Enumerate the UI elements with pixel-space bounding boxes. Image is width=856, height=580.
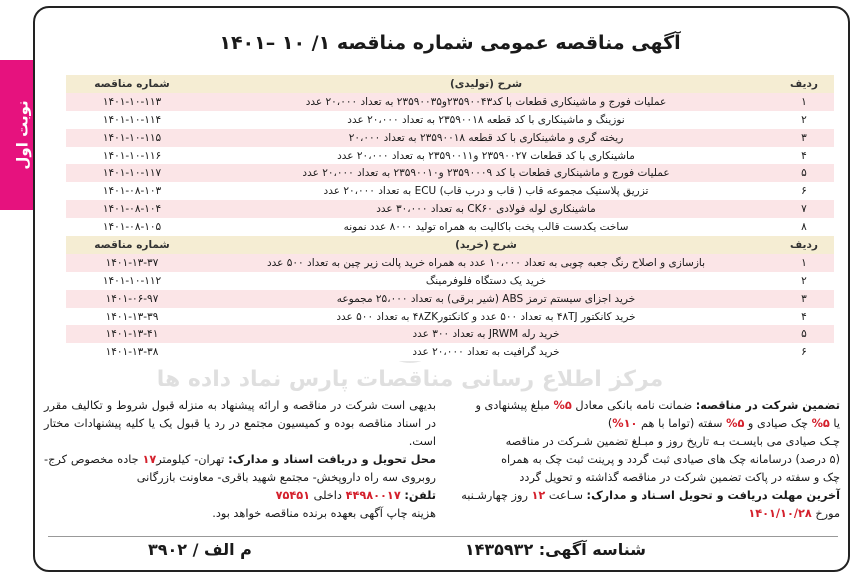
tender-number: ۱۴۰۱-۱۰-۱۱۲ — [66, 272, 198, 290]
description: ساخت یکدست قالب پخت باکالیت به همراه تولید ۸۰۰۰ عدد نمونه — [198, 218, 774, 236]
production-header-row — [66, 75, 834, 93]
purchase-row — [66, 272, 834, 290]
row-number: ردیف — [774, 236, 834, 254]
terms-address-text — [44, 397, 436, 523]
description: ماشینکاری لوله فولادی CK۶۰ به تعداد ۳۰،۰۰۰ عدد — [198, 200, 774, 218]
description: شرح (تولیدی) — [198, 75, 774, 93]
row-number: ۱ — [774, 93, 834, 111]
cost-line: هزینه چاپ آگهی بعهده برنده مناقصه خواهد بود. — [212, 507, 436, 520]
description: خرید اجزای سیستم ترمز ABS (شیر برقی) به تعداد ۲۵،۰۰۰ مجموعه — [198, 290, 774, 308]
tender-number: ۱۴۰۱-۰۸-۱۰۵ — [66, 218, 198, 236]
row-number: ۳ — [774, 129, 834, 147]
guarantee-line-1: تضمین شرکت در مناقصه: ضمانت نامه بانکی معادل ۵% مبلغ پیشنهادی و — [475, 399, 840, 412]
production-row — [66, 182, 834, 200]
row-number: ۵ — [774, 164, 834, 182]
tender-number: ۱۴۰۱-۱۰-۱۱۷ — [66, 164, 198, 182]
deadline-date-line: مورخ ۱۴۰۱/۱۰/۲۸ — [748, 507, 840, 520]
tender-number: شماره مناقصه — [66, 236, 198, 254]
guarantee-line-5: چک و سفته در پاکت تضمین شرکت در مناقصه گذاشته و تحویل گردد — [519, 471, 840, 484]
purchase-row — [66, 254, 834, 272]
description: خرید کانکتور ۴۸TJ به تعداد ۵۰۰ عدد و کانکتور۴۸ZK به تعداد ۵۰۰ عدد — [198, 308, 774, 326]
purchase-row — [66, 343, 834, 361]
row-number: ۷ — [774, 200, 834, 218]
tender-number: ۱۴۰۱-۱۳-۳۸ — [66, 343, 198, 361]
description: عملیات فورج و ماشینکاری قطعات با کد ۲۳۵۹۰۰۰۹ و۲۳۵۹۰۰۱۰ به تعداد ۲۰،۰۰۰ عدد — [198, 164, 774, 182]
description: خرید رله JRWM به تعداد ۳۰۰ عدد — [198, 325, 774, 343]
phone-line: تلفن: ۴۴۹۸۰۰۱۷ داخلی ۷۵۴۵۱ — [275, 489, 436, 502]
description: شرح (خرید) — [198, 236, 774, 254]
tender-number: ۱۴۰۱-۰۸-۱۰۴ — [66, 200, 198, 218]
guarantee-line-3: چـک صیادی می بایسـت بـه تاریخ روز و مبـلغ تضمین شـرکت در مناقصه — [505, 435, 840, 448]
production-row — [66, 218, 834, 236]
tender-number: ۱۴۰۱-۱۳-۳۹ — [66, 308, 198, 326]
purchase-header-row — [66, 236, 834, 254]
publication-code: م الف / ۳۹۰۲ — [148, 540, 252, 559]
tender-number: ۱۴۰۱-۱۰-۱۱۴ — [66, 111, 198, 129]
row-number: ۵ — [774, 325, 834, 343]
guarantee-line-4: (۵ درصد) درسامانه چک های صیادی ثبت گردد و پرینت ثبت چک به همراه — [501, 453, 840, 466]
edition-label: نوبت اول — [14, 100, 33, 170]
row-number: ۱ — [774, 254, 834, 272]
production-row — [66, 93, 834, 111]
guarantee-line-2: یا ۵% چک صیادی و ۵% سفته (تواما با هم ۱۰%) — [607, 417, 840, 430]
description: نوزینگ و ماشینکاری با کد قطعه ۲۳۵۹۰۰۱۸ به تعداد ۲۰،۰۰۰ عدد — [198, 111, 774, 129]
tender-number: ۱۴۰۱-۱۰-۱۱۳ — [66, 93, 198, 111]
description: عملیات فورج و ماشینکاری قطعات با کد۲۳۵۹۰۰۴۳و۲۳۵۹۰۰۳۵ به تعداد ۲۰،۰۰۰ عدد — [198, 93, 774, 111]
ad-id: شناسه آگهی: ۱۴۳۵۹۳۲ — [464, 540, 646, 559]
tender-table-wrap — [66, 75, 834, 361]
purchase-row — [66, 325, 834, 343]
row-number: ۳ — [774, 290, 834, 308]
terms-paragraph: بدیهی است شرکت در مناقصه و ارائه پیشنهاد به منزله قبول شروط و تکالیف مقرر در اسناد مناقصه بوده و کمیسیون مجتمع در رد یا قبول یک یا کلیه پیشنهادات مختار است. — [44, 399, 436, 448]
description: تزریق پلاستیک مجموعه قاب ( قاب و درب قاب) ECU به تعداد ۲۰،۰۰۰ عدد — [198, 182, 774, 200]
tender-number: ۱۴۰۱-۱۳-۳۷ — [66, 254, 198, 272]
tender-number: ۱۴۰۱-۰۶-۹۷ — [66, 290, 198, 308]
ad-title: آگهی مناقصه عمومی شماره مناقصه ۱/ ۱۰ –۱۴۰۱ — [219, 32, 681, 54]
footer-divider — [48, 536, 838, 537]
row-number: ۴ — [774, 147, 834, 165]
row-number: ۶ — [774, 343, 834, 361]
row-number: ۲ — [774, 272, 834, 290]
production-row — [66, 129, 834, 147]
description: بازسازی و اصلاح رنگ جعبه چوبی به تعداد ۱۰،۰۰۰ عدد به همراه خرید پالت زیر چین به تعداد ۵۰۰ عدد — [198, 254, 774, 272]
tender-table — [66, 75, 834, 361]
deadline-line: آخرین مهلت دریافت و تحویل اسـناد و مدارک: سـاعت ۱۲ روز چهارشـنبه — [461, 489, 840, 502]
description: خرید یک دستگاه فلوفرمینگ — [198, 272, 774, 290]
row-number: ردیف — [774, 75, 834, 93]
purchase-row — [66, 290, 834, 308]
production-row — [66, 147, 834, 165]
production-row — [66, 164, 834, 182]
guarantee-deadline-text — [442, 397, 840, 523]
tender-number: ۱۴۰۱-۱۰-۱۱۵ — [66, 129, 198, 147]
production-row — [66, 200, 834, 218]
description: ریخته گری و ماشینکاری با کد قطعه ۲۳۵۹۰۰۱۸ به تعداد ۲۰،۰۰۰ — [198, 129, 774, 147]
description: خرید گرافیت به تعداد ۲۰،۰۰۰ عدد — [198, 343, 774, 361]
row-number: ۲ — [774, 111, 834, 129]
description: ماشینکاری با کد قطعات ۲۳۵۹۰۰۲۷ و۲۳۵۹۰۰۱۱ به تعداد ۲۰،۰۰۰ عدد — [198, 147, 774, 165]
address-paragraph: محل تحویل و دریافت اسناد و مدارک: تهران- کیلومتر۱۷ جاده مخصوص کرج- روبروی سه راه داروپخش- مجتمع شهید باقری- معاونت بازرگانی — [44, 453, 436, 484]
tender-number: شماره مناقصه — [66, 75, 198, 93]
tender-number: ۱۴۰۱-۰۸-۱۰۳ — [66, 182, 198, 200]
production-row — [66, 111, 834, 129]
row-number: ۸ — [774, 218, 834, 236]
tender-number: ۱۴۰۱-۱۳-۴۱ — [66, 325, 198, 343]
tender-number: ۱۴۰۱-۱۰-۱۱۶ — [66, 147, 198, 165]
row-number: ۶ — [774, 182, 834, 200]
row-number: ۴ — [774, 308, 834, 326]
purchase-row — [66, 308, 834, 326]
